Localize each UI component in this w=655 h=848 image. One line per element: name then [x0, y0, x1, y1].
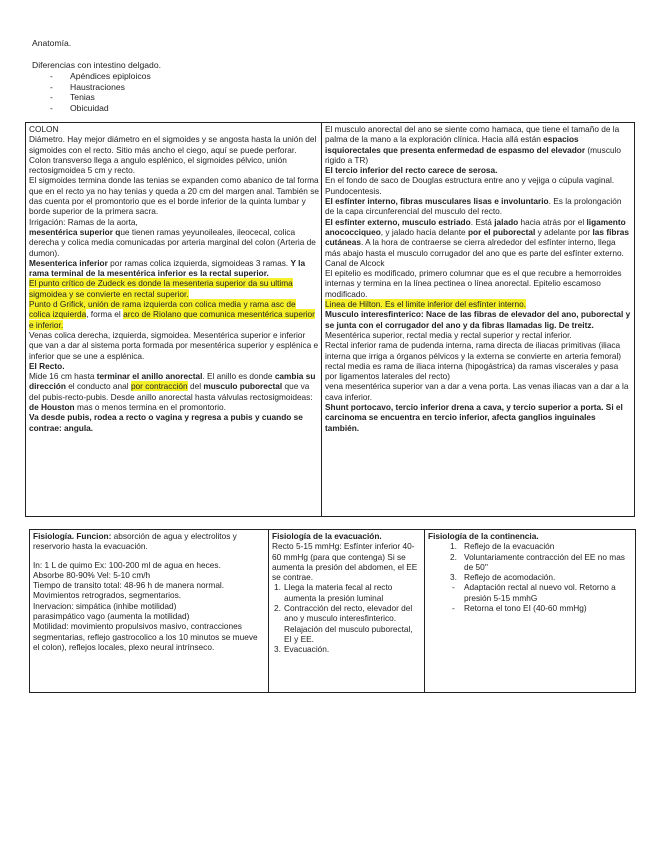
paragraph: Va desde pubis, rodea a recto o vagina y regresa a pubis y cuando se contrae: angula.: [29, 412, 303, 433]
paragraph: Recto 5-15 mmHg: Esfínter inferior 40-60 mmHg (para que contenga) Si se aumenta la presión del abdomen, el EE se contrae.: [272, 541, 418, 583]
paragraph: Venas colica derecha, izquierda, sigmoidea. Mesentérica superior e inferior que van a dar al sistema porta formada por mesentérica superior y esplénica e inferior que se une a esplénica.: [29, 329, 319, 361]
evacuation-title: Fisiología de la evacuación.: [272, 531, 382, 541]
paragraph: Mesenterica inferior por ramas colica izquierda, sigmoideas 3 ramas. Y la rama terminal de la mesentérica inferior es la rectal superior.: [29, 257, 306, 279]
recto-column: [322, 123, 634, 516]
paragraph: Punto d Grifick, unión de rama izquierda con colica media y rama asc de colica izquierda, forma el arco de Riolano que comunica mesentérica superior e inferior.: [29, 299, 315, 330]
paragraph: [29, 278, 319, 299]
list-item: Reflejo de la evacuación: [464, 541, 555, 552]
continence-title: Fisiología de la continencia.: [428, 531, 539, 541]
paragraph: Colon transverso llega a angulo esplénico, el sigmoides pélvico, unión rectosigmoidea 5 cm y recto.: [29, 154, 287, 176]
paragraph: In: 1 L de quimo Ex: 100-200 ml de agua en heces.: [33, 559, 221, 570]
list-item: - Apéndices epiploicos: [32, 71, 332, 82]
paragraph: Irrigación: Ramas de la aorta,: [29, 216, 138, 227]
continence-dash-list: [428, 582, 632, 613]
list-item: - Retorna el tono EI (40-60 mmHg): [428, 603, 632, 613]
physiology-function-column: [30, 530, 269, 692]
list-item: Evacuación.: [284, 644, 330, 655]
paragraph: Mide 16 cm hasta terminar el anillo anorectal. El anillo es donde cambia su dirección el conducto anal por contracción del musculo puborectal que va del pubis-recto-pubis. Desde anillo anorectal hasta válvulas rectosigmoideas: de Houston mas o menos termina en el promontorio.: [29, 371, 316, 413]
paragraph: Diámetro. Hay mejor diámetro en el sigmoides y se angosta hasta la unión del sigmoides con el recto. Sitio más ancho el ciego, aquí se puede perforar.: [29, 134, 317, 155]
continence-steps: [428, 541, 632, 582]
list-item: - Obicuidad: [32, 103, 332, 114]
highlight: Linea de Hilton. Es el limite inferior del esfínter interno.: [325, 299, 527, 310]
colon-title: COLON: [29, 124, 59, 134]
list-item: Llega la materia fecal al recto aumenta la presión luminal: [284, 582, 393, 603]
paragraph: El tercio inferior del recto carece de serosa.: [325, 165, 498, 176]
paragraph: mesentérica superior que tienen ramas yeyunoileales, ileocecal, colica derecha y colica media comunicadas por arteria marginal del colon (Arteria de dumon).: [29, 226, 316, 258]
paragraph: El sigmoides termina donde las tenias se expanden como abanico de tal forma que en el recto ya no hay tenias y queda a 20 cm del margen anal. También se das cuenta por el promontorio que es el borde inferior de la quinta lumbar y borde superior de la primera sacra.: [29, 175, 319, 217]
list-item: Contracción del recto, elevador del ano y musculo interesfinterico. Relajación del musculo puborectal, EI y EE.: [284, 603, 413, 644]
paragraph: rectal media es rama de iliaca interna (hipogástrica) da ramas viscerales y pasa por ligamentos laterales del recto): [325, 360, 619, 382]
colon-column: [26, 123, 322, 516]
paragraph: Inervacion: simpática (inhibe motilidad): [33, 600, 177, 611]
highlight: arco de Riolano que comunica mesentérica superior e inferior.: [29, 309, 315, 330]
paragraph: Motilidad: movimiento propulsivos masivo, contracciones segmentarias, reflejo gastrocolico a los 10 minutos se mueve el colon), reflejos locales, plexo neural intrínseco.: [33, 621, 258, 652]
paragraph: Fisiología. Funcion: absorción de agua y electrolitos y reservorio hasta la evacuación.: [33, 531, 237, 552]
highlight: El punto crítico de Zudeck es donde la mesenteria superior da su ultima sigmoidea y se convierte en rectal superior.: [29, 278, 293, 299]
paragraph: Canal de Alcock: [325, 257, 385, 268]
anatomy-table: [25, 122, 635, 517]
differences-list: [32, 71, 332, 113]
continence-column: [425, 530, 635, 692]
highlight: por contracción: [130, 381, 188, 392]
list-item: Voluntariamente contracción del EE no mas de 50'': [464, 551, 625, 572]
evacuation-steps: [272, 582, 422, 654]
section-heading: Anatomía.: [32, 38, 72, 48]
paragraph: Movimientos retrogrados, segmentarios.: [33, 590, 182, 601]
list-item: - Adaptación rectal al nuevo vol. Retorno a presión 5-15 mmhG: [428, 582, 632, 603]
recto-title: El Recto.: [29, 360, 65, 371]
list-item: - Tenias: [32, 92, 332, 103]
paragraph: Rectal inferior rama de pudenda interna, rama directa de iliacas primitivas (iliaca interna que irriga a órganos pélvicos y la externa se convierte en arteria femoral): [325, 340, 622, 361]
paragraph: El esfínter externo, musculo estriado. Está jalado hacia atrás por el ligamento anococciqueo, y jalado hacia delante por el puborectal y adelante por las fibras cutáneas. A la hora de contraerse se cierra alrededor del esfínter interno, llega más abajo hasta el musculo corrugador del ano que es parte del esfínter externo.: [325, 216, 629, 258]
paragraph: Musculo interesfinterico: Nace de las fibras de elevador del ano, puborectal y se junta con el corrugador del ano y da fibras llamadas lig. De treitz.: [325, 309, 631, 330]
paragraph: Tiempo de transito total: 48-96 h de manera normal.: [33, 580, 225, 591]
list-item: Reflejo de acomodación.: [464, 572, 556, 583]
paragraph: Shunt portocavo, tercio inferior drena a cava, y tercio superior a porta. Si el carcinoma se encuentra en tercio inferior, afecta ganglios inguinales también.: [325, 402, 623, 433]
paragraph: El musculo anorectal del ano se siente como hamaca, que tiene el tamaño de la palma de la mano a la exploración clínica. Hacia allá están espacios isquiorectales que presenta enfermedad de espasmo del elevador (musculo rigido a TR): [325, 124, 622, 165]
differences-title: Diferencias con intestino delgado.: [32, 60, 161, 70]
paragraph: En el fondo de saco de Douglas estructura entre ano y vejiga o cúpula vaginal. Pundocentesis.: [325, 175, 615, 196]
paragraph: El esfínter interno, fibras musculares lisas e involuntario. Es la prolongación de la capa circunferencial del musculo del recto.: [325, 196, 622, 217]
paragraph: Mesentérica superior, rectal media y rectal superior y rectal inferior.: [325, 329, 572, 340]
paragraph: parasimpático vago (aumenta la motilidad): [33, 611, 190, 622]
paragraph: Absorbe 80-90% Vel: 5-10 cm/h: [33, 569, 151, 580]
physiology-table: [29, 529, 636, 693]
paragraph: [325, 299, 631, 309]
evacuation-column: [269, 530, 425, 692]
list-item: - Haustraciones: [32, 82, 332, 93]
paragraph: El epitelio es modificado, primero columnar que es el que recubre a hemorroides internas y termina en la línea pectinea o línea anorectal. Epitelio escamoso modificado.: [325, 268, 622, 299]
highlight: Punto d Grifick, unión de rama izquierda con colica media y rama asc de colica izquierda: [29, 299, 296, 320]
paragraph: vena mesentérica superior van a dar a vena porta. Las venas iliacas van a dar a la cava inferior.: [325, 381, 629, 402]
